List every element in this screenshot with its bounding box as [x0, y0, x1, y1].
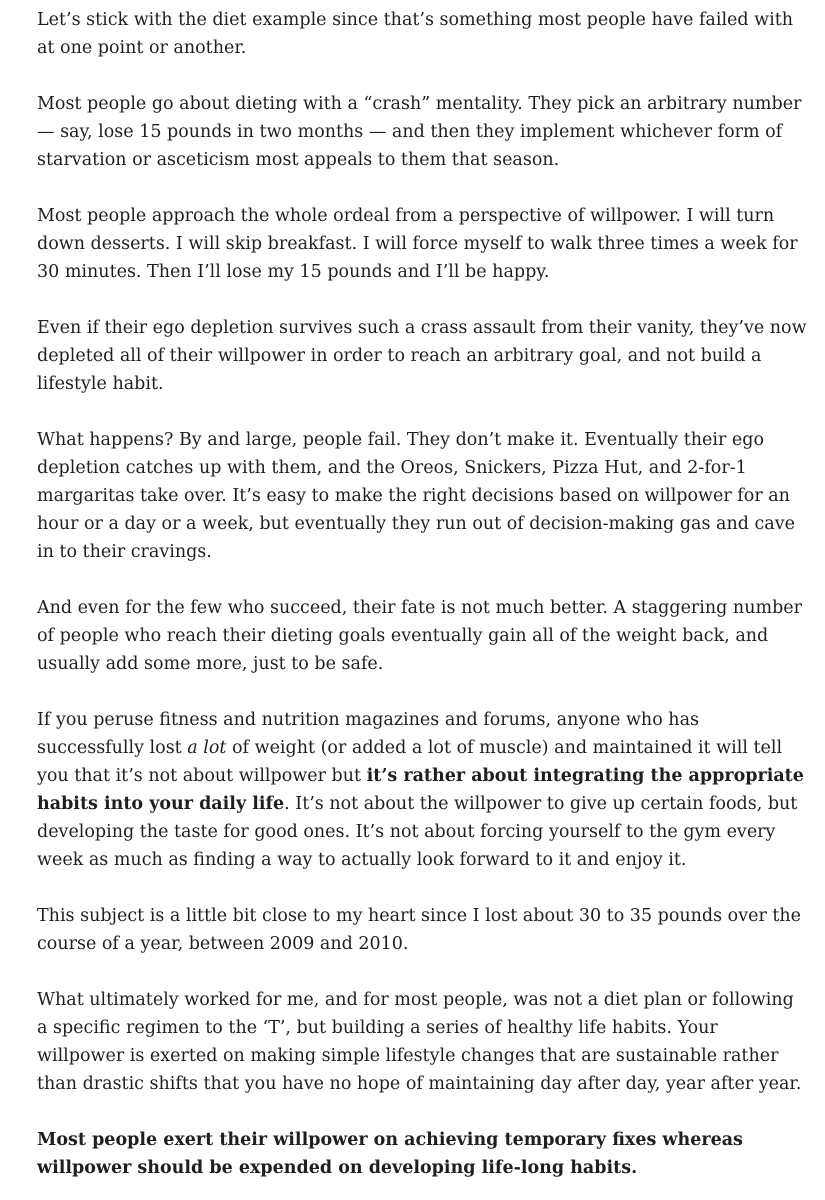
paragraph-7-text-c: of weight (or added a lot of muscle) and maintained it will tell you that it’s not about willpower but	[37, 738, 783, 786]
paragraph-8: This subject is a little bit close to my heart since I lost about 30 to 35 pounds over the course of a year, between 2009 and 2010.	[37, 906, 802, 954]
paragraph-6: And even for the few who succeed, their fate is not much better. A staggering number of people who reach their dieting goals eventually gain all of the weight back, and usually add some more, just to be safe.	[37, 598, 802, 674]
paragraph-7-bold-emphasis: it’s rather about integrating the appropriate habits into your daily life	[37, 766, 804, 814]
paragraph-4: Even if their ego depletion survives such a crass assault from their vanity, they’ve now depleted all of their willpower in order to reach an arbitrary goal, and not build a lifestyle habit.	[37, 318, 807, 394]
paragraph-2: Most people go about dieting with a “crash” mentality. They pick an arbitrary number — say, lose 15 pounds in two months — and then they implement whichever form of starvation or asceticism most appeals to them that season.	[37, 94, 802, 170]
paragraph-1: Let’s stick with the diet example since that’s something most people have failed with at one point or another.	[37, 10, 794, 58]
paragraph-7-text-e: . It’s not about the willpower to give up certain foods, but developing the taste for good ones. It’s not about forcing yourself to the gym every week as much as finding a way to actually look forward to it and enjoy it.	[37, 794, 798, 870]
paragraph-3: Most people approach the whole ordeal from a perspective of willpower. I will turn down desserts. I will skip breakfast. I will force myself to walk three times a week for 30 minutes. Then I’ll lose my 15 pounds and I’ll be happy.	[37, 206, 798, 282]
paragraph-7	[37, 706, 807, 874]
paragraph-9: What ultimately worked for me, and for most people, was not a diet plan or following a specific regimen to the ‘T’, but building a series of healthy life habits. Your willpower is exerted on making simple lifestyle changes that are sustainable rather than drastic shifts that you have no hope of maintaining day after day, year after year.	[37, 990, 802, 1094]
paragraph-7-italic-emphasis: a lot	[187, 738, 227, 758]
paragraph-10-bold-conclusion: Most people exert their willpower on achieving temporary fixes whereas willpower should be expended on developing life-long habits.	[37, 1130, 743, 1178]
paragraph-7-text-a: If you peruse fitness and nutrition magazines and forums, anyone who has successfully lost	[37, 710, 699, 758]
paragraph-5: What happens? By and large, people fail. They don’t make it. Eventually their ego depletion catches up with them, and the Oreos, Snickers, Pizza Hut, and 2-for-1 margaritas take over. It’s easy to make the right decisions based on willpower for an hour or a day or a week, but eventually they run out of decision-making gas and cave in to their cravings.	[37, 430, 795, 562]
